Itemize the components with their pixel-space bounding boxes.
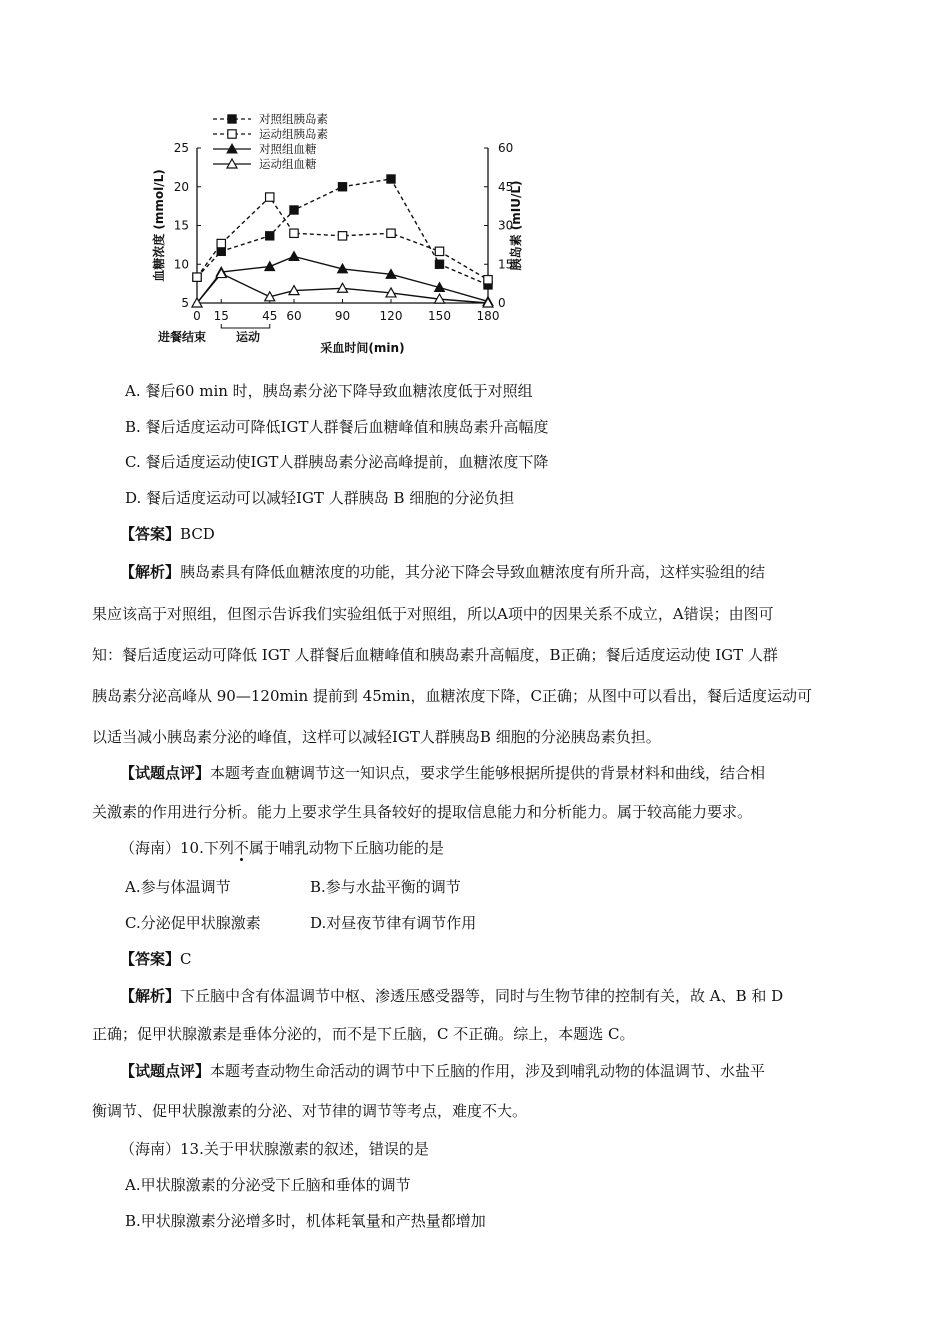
legend-label: 对照组胰岛素 [259, 112, 328, 126]
series-point-2 [435, 247, 443, 255]
option-a: A.甲状腺激素的分泌受下丘脑和垂体的调节 [125, 1176, 411, 1194]
option-a: A.参与体温调节 [125, 878, 231, 896]
comment-label: 【试题点评】 [120, 1062, 211, 1080]
y-right-tick-label: 0 [498, 296, 506, 310]
y-right-axis-label: 胰岛素 (mIU/L) [509, 180, 523, 271]
stem-text: （海南）10.下列 [120, 839, 234, 857]
series-point-2 [290, 229, 298, 237]
y-left-tick-label: 15 [173, 218, 189, 233]
y-left-tick-label: 5 [181, 296, 189, 310]
option-b: B. 餐后适度运动可降低IGT人群餐后血糖峰值和胰岛素升高幅度 [125, 418, 549, 436]
analysis-label: 【解析】 [120, 563, 181, 581]
analysis-line: 果应该高于对照组，但图示告诉我们实验组低于对照组，所以A项中的因果关系不成立，A错误；由图可 [92, 605, 774, 623]
series-point-2 [193, 273, 201, 281]
x-tick-label: 90 [334, 309, 351, 323]
annotation-meal-end: 进餐结束 [157, 330, 207, 344]
comment-line [120, 1061, 765, 1081]
question-stem: （海南）13.关于甲状腺激素的叙述，错误的是 [120, 1140, 429, 1158]
legend-label: 运动组血糖 [259, 157, 317, 171]
legend-label: 对照组血糖 [259, 142, 317, 156]
y-left-tick-label: 20 [173, 179, 189, 194]
comment-line: 衡调节、促甲状腺激素的分泌、对节律的调节等考点，难度不大。 [92, 1102, 528, 1120]
question-stem [120, 838, 444, 858]
annotation-exercise: 运动 [235, 330, 261, 344]
x-tick-label: 0 [193, 309, 201, 323]
series-point-1 [266, 232, 274, 240]
y-right-tick-label: 30 [498, 218, 514, 233]
option-b: B.甲状腺激素分泌增多时，机体耗氧量和产热量都增加 [125, 1212, 486, 1230]
exercise-bracket [221, 324, 270, 328]
y-right-tick-label: 15 [498, 257, 514, 272]
stem-text: 属于哺乳动物下丘脑功能的是 [248, 839, 444, 857]
x-tick-label: 120 [379, 309, 403, 323]
series-point-2 [387, 229, 395, 237]
series-point-2 [338, 232, 346, 240]
x-tick-label: 60 [286, 309, 302, 323]
y-right-tick-label: 45 [498, 179, 514, 194]
comment-line: 关激素的作用进行分析。能力上要求学生具备较好的提取信息能力和分析能力。属于较高能力要求。 [92, 803, 753, 821]
series-point-1 [435, 260, 443, 268]
series-point-2 [266, 193, 274, 201]
y-left-axis-label: 血糖浓度 (mmol/L) [152, 169, 166, 282]
option-c: C.分泌促甲状腺激素 [125, 914, 261, 932]
legend-marker [228, 130, 236, 138]
analysis-label: 【解析】 [120, 987, 181, 1005]
analysis-line: 以适当减小胰岛素分泌的峰值，这样可以减轻IGT人群胰岛B 细胞的分泌胰岛素负担。 [92, 728, 661, 746]
analysis-line: 正确；促甲状腺激素是垂体分泌的，而不是下丘脑，C 不正确。综上，本题选 C。 [92, 1025, 635, 1043]
emphasis-dot [240, 858, 243, 861]
comment-text: 本题考查血糖调节这一知识点，要求学生能够根据所提供的背景材料和曲线，结合相 [210, 764, 766, 782]
answer-block [120, 524, 215, 544]
legend-label: 运动组胰岛素 [259, 127, 328, 141]
y-left-tick-label: 10 [173, 257, 189, 272]
answer-value: BCD [180, 525, 215, 543]
analysis-line: 知：餐后适度运动可降低 IGT 人群餐后血糖峰值和胰岛素升高幅度，B正确；餐后适度运动使 IGT 人群 [92, 646, 778, 664]
legend-marker [228, 115, 236, 123]
option-d: D.对昼夜节律有调节作用 [310, 914, 477, 932]
series-point-1 [338, 183, 346, 191]
analysis-line: 胰岛素分泌高峰从 90—120min 提前到 45min，血糖浓度下降，C正确；从图中可以看出，餐后适度运动可 [92, 687, 812, 705]
series-point-1 [387, 175, 395, 183]
option-d: D. 餐后适度运动可以减轻IGT 人群胰岛 B 细胞的分泌负担 [125, 489, 515, 507]
answer-label: 【答案】 [120, 525, 181, 543]
series-point-3 [289, 252, 299, 261]
analysis-line [120, 562, 765, 582]
x-tick-label: 180 [476, 309, 500, 323]
series-point-2 [217, 239, 225, 247]
line-chart [120, 95, 523, 360]
series-point-1 [290, 206, 298, 214]
answer-label: 【答案】 [120, 950, 181, 968]
y-left-tick-label: 25 [173, 141, 189, 155]
analysis-text: 下丘脑中含有体温调节中枢、渗透压感受器等，同时与生物节律的控制有关，故 A、B 和 D [180, 987, 784, 1005]
x-axis-label: 采血时间(min) [320, 341, 405, 355]
series-point-2 [484, 276, 492, 284]
x-tick-label: 15 [213, 309, 229, 323]
analysis-line [120, 986, 783, 1006]
option-c: C. 餐后适度运动使IGT人群胰岛素分泌高峰提前，血糖浓度下降 [125, 453, 549, 471]
comment-line [120, 763, 765, 783]
x-tick-label: 150 [428, 309, 451, 323]
comment-text: 本题考查动物生命活动的调节中下丘脑的作用，涉及到哺乳动物的体温调节、水盐平 [210, 1062, 766, 1080]
answer-block [120, 949, 192, 969]
option-b: B.参与水盐平衡的调节 [310, 878, 461, 896]
answer-value: C [180, 950, 192, 968]
comment-label: 【试题点评】 [120, 764, 211, 782]
y-right-tick-label: 60 [498, 141, 514, 155]
analysis-text: 胰岛素具有降低血糖浓度的功能，其分泌下降会导致血糖浓度有所升高，这样实验组的结 [180, 563, 766, 581]
stem-emphasis: 不 [234, 839, 249, 857]
series-point-3 [265, 262, 275, 271]
x-tick-label: 45 [262, 309, 278, 323]
option-a: A. 餐后60 min 时，胰岛素分泌下降导致血糖浓度低于对照组 [125, 382, 533, 400]
